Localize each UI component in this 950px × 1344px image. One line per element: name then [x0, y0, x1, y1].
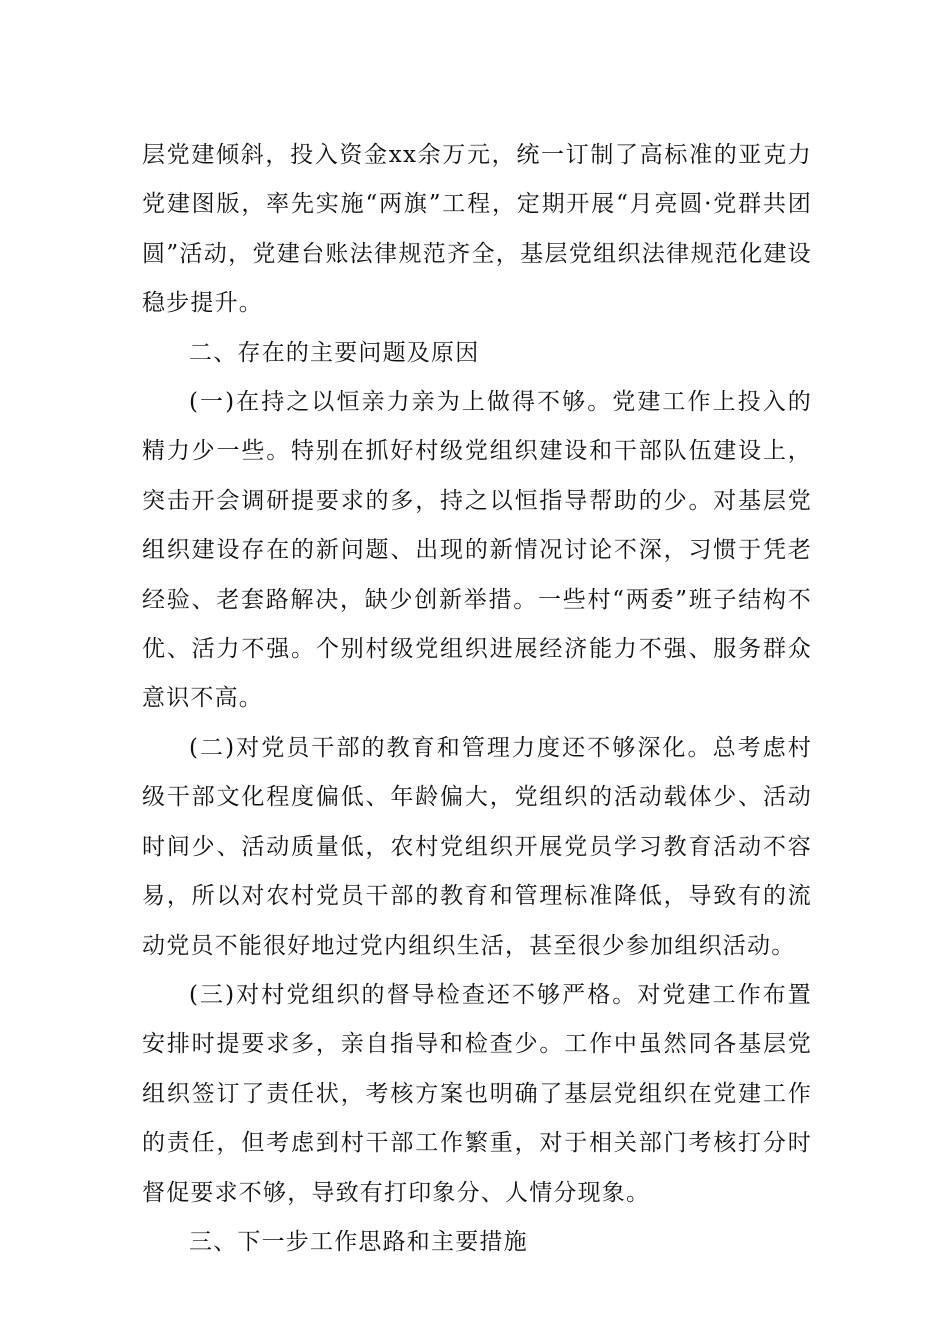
paragraph-intro-continuation: 层党建倾斜，投入资金xx余万元，统一订制了高标准的亚克力党建图版，率先实施“两旗”工程，定期开展“月亮圆·党群共团圆”活动，党建台账法律规范齐全，基层党组织法律规范化建设稳步提升。: [142, 142, 812, 317]
paragraph-issue-1: (一)在持之以恒亲力亲为上做得不够。党建工作上投入的精力少一些。特别在抓好村级党组织建设和干部队伍建设上，突击开会调研提要求的多，持之以恒指导帮助的少。对基层党组织建设存在的新问题、出现的新情况讨论不深，习惯于凭老经验、老套路解决，缺少创新举措。一些村“两委”班子结构不优、活力不强。个别村级党组织进展经济能力不强、服务群众意识不高。: [142, 389, 812, 712]
paragraph-issue-3: (三)对村党组织的督导检查还不够严格。对党建工作布置安排时提要求多，亲自指导和检查少。工作中虽然同各基层党组织签订了责任状，考核方案也明确了基层党组织在党建工作的责任，但考虑到村干部工作繁重，对于相关部门考核打分时督促要求不够，导致有打印象分、人情分现象。: [142, 981, 812, 1206]
section-heading-next-steps: 三、下一步工作思路和主要措施: [189, 1228, 528, 1255]
paragraph-issue-2: (二)对党员干部的教育和管理力度还不够深化。总考虑村级干部文化程度偏低、年龄偏大，党组织的活动载体少、活动时间少、活动质量低，农村党组织开展党员学习教育活动不容易，所以对农村党员干部的教育和管理标准降低，导致有的流动党员不能很好地过党内组织生活，甚至很少参加组织活动。: [142, 734, 812, 959]
document-body: [142, 131, 812, 1267]
section-heading-problems: 二、存在的主要问题及原因: [189, 339, 480, 366]
